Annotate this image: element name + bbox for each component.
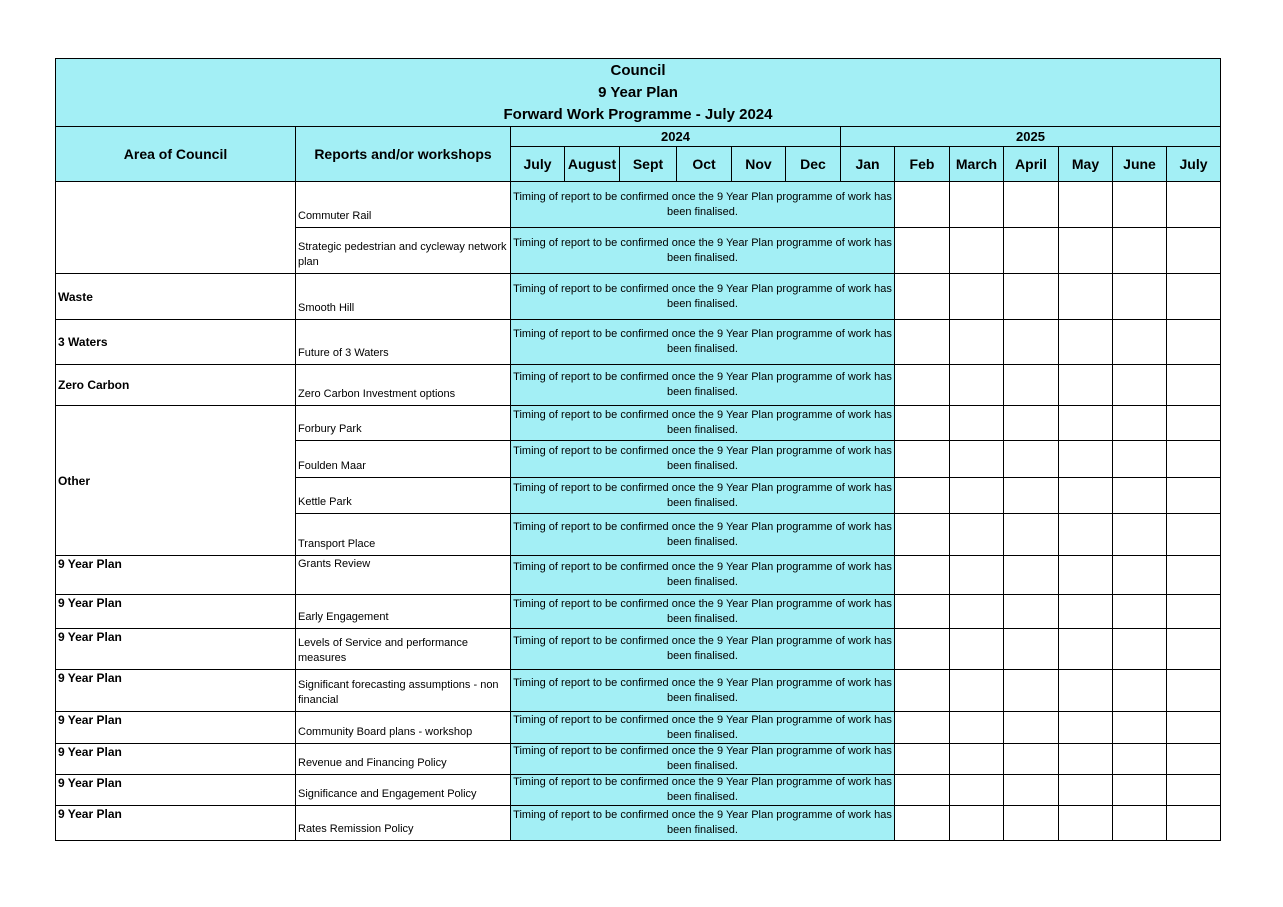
area-cell: 3 Waters: [56, 320, 296, 365]
table-body: [56, 182, 1221, 841]
month-header: July: [1167, 147, 1221, 182]
month-cell: [1004, 320, 1059, 365]
month-cell: [895, 274, 950, 320]
month-cell: [1004, 406, 1059, 441]
month-header: Oct: [677, 147, 732, 182]
forward-work-programme-sheet: [55, 58, 1221, 841]
month-cell: [1167, 514, 1221, 556]
title-line-programme: Forward Work Programme - July 2024: [503, 105, 773, 123]
month-cell: [895, 320, 950, 365]
title-line-plan: 9 Year Plan: [598, 83, 678, 101]
timing-note: Timing of report to be confirmed once the 9 Year Plan programme of work has been finalised.: [511, 744, 895, 775]
timing-note: Timing of report to be confirmed once the 9 Year Plan programme of work has been finalised.: [511, 320, 895, 365]
month-cell: [950, 320, 1004, 365]
report-cell: Forbury Park: [296, 406, 511, 441]
month-cell: [895, 441, 950, 478]
month-cell: [1113, 556, 1167, 595]
report-cell: Kettle Park: [296, 478, 511, 514]
month-cell: [895, 670, 950, 712]
month-cell: [1059, 514, 1113, 556]
month-cell: [950, 478, 1004, 514]
report-cell: Smooth Hill: [296, 274, 511, 320]
timing-note: Timing of report to be confirmed once the 9 Year Plan programme of work has been finalised.: [511, 670, 895, 712]
month-cell: [1004, 712, 1059, 744]
report-cell: Rates Remission Policy: [296, 806, 511, 841]
month-cell: [1004, 775, 1059, 806]
month-cell: [1167, 406, 1221, 441]
month-cell: [1167, 775, 1221, 806]
timing-note: Timing of report to be confirmed once the 9 Year Plan programme of work has been finalised.: [511, 274, 895, 320]
month-cell: [1004, 228, 1059, 274]
month-header: Jan: [841, 147, 895, 182]
table-row: [56, 320, 1221, 365]
table-row: [56, 365, 1221, 406]
month-cell: [950, 274, 1004, 320]
year-2024: 2024: [511, 127, 841, 147]
area-cell: Zero Carbon: [56, 365, 296, 406]
table-row: [56, 712, 1221, 744]
report-cell: Future of 3 Waters: [296, 320, 511, 365]
month-cell: [1167, 744, 1221, 775]
programme-table: [55, 58, 1221, 841]
month-cell: [950, 365, 1004, 406]
month-cell: [1059, 182, 1113, 228]
table-row: [56, 274, 1221, 320]
month-cell: [1004, 514, 1059, 556]
month-cell: [1113, 406, 1167, 441]
month-cell: [1059, 670, 1113, 712]
month-cell: [1113, 744, 1167, 775]
report-cell: Foulden Maar: [296, 441, 511, 478]
timing-note: Timing of report to be confirmed once the 9 Year Plan programme of work has been finalised.: [511, 595, 895, 629]
month-cell: [1004, 478, 1059, 514]
month-cell: [950, 182, 1004, 228]
timing-note: Timing of report to be confirmed once the 9 Year Plan programme of work has been finalised.: [511, 182, 895, 228]
month-cell: [1113, 182, 1167, 228]
month-cell: [1059, 595, 1113, 629]
report-cell: Early Engagement: [296, 595, 511, 629]
month-cell: [1059, 712, 1113, 744]
month-cell: [1113, 274, 1167, 320]
month-cell: [1004, 806, 1059, 841]
month-cell: [1059, 478, 1113, 514]
month-cell: [1004, 629, 1059, 670]
month-cell: [1113, 775, 1167, 806]
month-cell: [1059, 775, 1113, 806]
month-cell: [895, 775, 950, 806]
month-cell: [1113, 441, 1167, 478]
month-cell: [950, 406, 1004, 441]
month-cell: [1167, 320, 1221, 365]
month-cell: [1167, 629, 1221, 670]
month-cell: [1113, 514, 1167, 556]
timing-note: Timing of report to be confirmed once the 9 Year Plan programme of work has been finalised.: [511, 365, 895, 406]
month-cell: [950, 670, 1004, 712]
report-cell: Grants Review: [296, 556, 511, 595]
timing-note: Timing of report to be confirmed once the 9 Year Plan programme of work has been finalised.: [511, 441, 895, 478]
month-header: Sept: [620, 147, 677, 182]
month-cell: [1059, 441, 1113, 478]
month-cell: [950, 228, 1004, 274]
month-cell: [1167, 182, 1221, 228]
area-cell: 9 Year Plan: [56, 712, 296, 744]
month-cell: [950, 514, 1004, 556]
timing-note: Timing of report to be confirmed once the 9 Year Plan programme of work has been finalised.: [511, 556, 895, 595]
timing-note: Timing of report to be confirmed once the 9 Year Plan programme of work has been finalised.: [511, 712, 895, 744]
timing-note: Timing of report to be confirmed once the 9 Year Plan programme of work has been finalised.: [511, 406, 895, 441]
month-cell: [950, 744, 1004, 775]
month-cell: [950, 806, 1004, 841]
month-cell: [950, 595, 1004, 629]
month-header: Dec: [786, 147, 841, 182]
table-row: [56, 556, 1221, 595]
title-line-council: Council: [610, 61, 666, 79]
month-cell: [1167, 441, 1221, 478]
table-row: [56, 182, 1221, 228]
report-cell: Significance and Engagement Policy: [296, 775, 511, 806]
month-cell: [1113, 365, 1167, 406]
month-cell: [895, 595, 950, 629]
timing-note: Timing of report to be confirmed once the 9 Year Plan programme of work has been finalised.: [511, 228, 895, 274]
month-header: July: [511, 147, 565, 182]
month-header: May: [1059, 147, 1113, 182]
timing-note: Timing of report to be confirmed once the 9 Year Plan programme of work has been finalised.: [511, 775, 895, 806]
area-cell: Waste: [56, 274, 296, 320]
header-area: Area of Council: [56, 127, 296, 182]
month-cell: [1004, 670, 1059, 712]
area-cell: [56, 182, 296, 274]
month-cell: [1059, 228, 1113, 274]
month-cell: [1167, 670, 1221, 712]
month-cell: [1004, 274, 1059, 320]
month-cell: [1004, 595, 1059, 629]
month-header: April: [1004, 147, 1059, 182]
timing-note: Timing of report to be confirmed once the 9 Year Plan programme of work has been finalised.: [511, 806, 895, 841]
month-cell: [1167, 595, 1221, 629]
month-header: March: [950, 147, 1004, 182]
month-cell: [950, 441, 1004, 478]
month-cell: [1059, 274, 1113, 320]
table-row: [56, 406, 1221, 441]
month-cell: [895, 182, 950, 228]
month-cell: [1004, 365, 1059, 406]
month-cell: [1113, 629, 1167, 670]
month-cell: [950, 775, 1004, 806]
area-cell: 9 Year Plan: [56, 670, 296, 712]
table-title: [56, 59, 1221, 127]
timing-note: Timing of report to be confirmed once the 9 Year Plan programme of work has been finalised.: [511, 478, 895, 514]
year-2025: 2025: [841, 127, 1221, 147]
month-cell: [1167, 556, 1221, 595]
report-cell: Strategic pedestrian and cycleway network plan: [296, 228, 511, 274]
month-cell: [895, 744, 950, 775]
report-cell: Community Board plans - workshop: [296, 712, 511, 744]
month-cell: [1113, 478, 1167, 514]
month-cell: [1059, 320, 1113, 365]
month-cell: [895, 406, 950, 441]
month-cell: [1113, 228, 1167, 274]
month-header: Nov: [732, 147, 786, 182]
month-cell: [1059, 406, 1113, 441]
month-cell: [1167, 478, 1221, 514]
report-cell: Levels of Service and performance measures: [296, 629, 511, 670]
report-cell: Significant forecasting assumptions - non financial: [296, 670, 511, 712]
header-reports: Reports and/or workshops: [296, 127, 511, 182]
table-row: [56, 775, 1221, 806]
report-cell: Transport Place: [296, 514, 511, 556]
area-cell: 9 Year Plan: [56, 744, 296, 775]
month-cell: [1113, 806, 1167, 841]
month-cell: [1059, 365, 1113, 406]
report-cell: Commuter Rail: [296, 182, 511, 228]
month-cell: [1113, 320, 1167, 365]
month-cell: [950, 629, 1004, 670]
area-cell: 9 Year Plan: [56, 629, 296, 670]
month-cell: [1167, 365, 1221, 406]
month-cell: [1113, 670, 1167, 712]
month-cell: [1113, 712, 1167, 744]
area-cell: 9 Year Plan: [56, 775, 296, 806]
month-cell: [1004, 556, 1059, 595]
timing-note: Timing of report to be confirmed once the 9 Year Plan programme of work has been finalised.: [511, 629, 895, 670]
month-header: Feb: [895, 147, 950, 182]
month-cell: [1113, 595, 1167, 629]
month-header: June: [1113, 147, 1167, 182]
month-cell: [895, 478, 950, 514]
area-cell: 9 Year Plan: [56, 595, 296, 629]
month-cell: [1167, 712, 1221, 744]
month-cell: [1059, 806, 1113, 841]
month-cell: [1167, 806, 1221, 841]
month-cell: [1059, 556, 1113, 595]
month-cell: [895, 556, 950, 595]
month-cell: [950, 556, 1004, 595]
month-cell: [895, 629, 950, 670]
month-cell: [1004, 441, 1059, 478]
month-cell: [1059, 744, 1113, 775]
area-cell: 9 Year Plan: [56, 806, 296, 841]
month-cell: [1004, 744, 1059, 775]
month-cell: [895, 514, 950, 556]
month-cell: [895, 712, 950, 744]
month-cell: [950, 712, 1004, 744]
month-cell: [1004, 182, 1059, 228]
table-row: [56, 629, 1221, 670]
report-cell: Zero Carbon Investment options: [296, 365, 511, 406]
month-cell: [895, 365, 950, 406]
report-cell: Revenue and Financing Policy: [296, 744, 511, 775]
month-cell: [1167, 228, 1221, 274]
area-cell: 9 Year Plan: [56, 556, 296, 595]
month-cell: [895, 806, 950, 841]
table-row: [56, 670, 1221, 712]
month-cell: [895, 228, 950, 274]
table-row: [56, 744, 1221, 775]
table-row: [56, 806, 1221, 841]
month-cell: [1167, 274, 1221, 320]
timing-note: Timing of report to be confirmed once the 9 Year Plan programme of work has been finalised.: [511, 514, 895, 556]
month-cell: [1059, 629, 1113, 670]
area-cell: Other: [56, 406, 296, 556]
month-header: August: [565, 147, 620, 182]
table-row: [56, 595, 1221, 629]
